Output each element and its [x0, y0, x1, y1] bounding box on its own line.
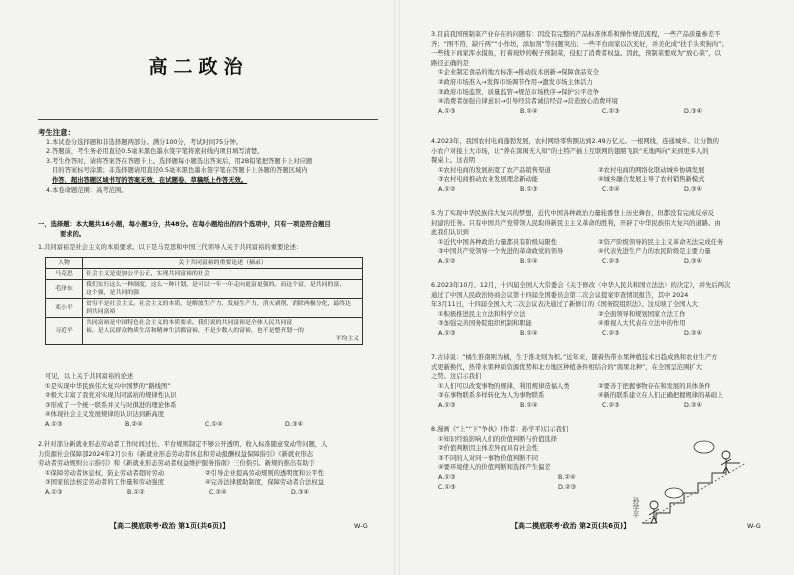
question-6	[431, 281, 766, 339]
choice-d: D.③④	[285, 420, 304, 428]
option-line: ①知识经验影响人们的价值判断与价值选择	[438, 435, 557, 443]
choice-row	[431, 107, 766, 117]
quote-line: 这个强，是共同的强	[86, 290, 140, 296]
option-row	[431, 319, 766, 329]
table-cell-quote	[83, 280, 363, 299]
choice-d: D.③④	[291, 488, 310, 496]
question-line: 通过了中国人民政治协商会议第十四届全国委员会第二次会议提案审查情况报告，其中 2024	[431, 291, 689, 299]
option-line: ①保障劳动者休息权，防止劳动者超时劳动	[45, 469, 164, 477]
option-row	[38, 478, 373, 488]
option-row	[431, 238, 766, 248]
choice-row	[431, 401, 766, 411]
question-line: 7.古诗说：“橘生淮南则为橘，生于淮北则为枳。”近年来，随着热带水果种植技术日趋成熟和农业生产方	[431, 354, 718, 361]
table-row	[46, 299, 363, 318]
table-header-cell: 人物	[46, 258, 83, 269]
quote-line: 我们实行这么一种制度，这么一种计划，是可以一年一年走向更富更强的。而这个富，是共同的富，	[86, 282, 346, 288]
quote-line: 社会主义是更加公平公正，实现共同富裕的社会	[86, 271, 210, 277]
option-line: ②全面领导和规划国家立法工作	[598, 310, 686, 318]
notice-line-emphasis: 作答，超出答题区域书写的答案无效，在试题卷、草稿纸上作答无效。	[52, 176, 248, 184]
question-4	[431, 137, 766, 195]
option-line: ③农村电商推动农业发展理念新动能	[438, 176, 539, 184]
question-line: 力资源社会保障部2024年2月公布《新就业形态劳动者休息和劳动报酬权益保障指引》《新就业形态	[38, 450, 314, 458]
page-title: 高二政治	[148, 56, 249, 78]
choice-b: B.②④	[125, 420, 143, 428]
question-1-stem: 1.共同富裕是社会主义的本质要求。以下是马克思和中国三代领导人关于共同富裕的重要论述：	[38, 244, 303, 251]
footer-page: 第1页(共6页)】	[178, 522, 230, 530]
option-line: ②资产阶级领导的民主主义革命无法完成任务	[598, 238, 724, 246]
option-line: ④新的联系建立在人们正确把握规律的基础上	[598, 392, 724, 400]
footer-code: W-G	[747, 522, 761, 530]
quote-line: 裕，是人民群众物质生活和精神生活都富裕，不是少数人的富裕，也不是整齐划一的	[86, 328, 304, 334]
choice-c: C.②③	[602, 329, 620, 337]
option-row	[38, 469, 373, 479]
option-line: ③中国共产党领导一个先进的革命政党的领导	[438, 248, 564, 256]
choice-c: C.②③	[602, 107, 620, 115]
notice-line: 2.答题前，考生务必用直径0.5毫米黑色墨水签字笔将密封线内项目填写清楚。	[46, 148, 264, 156]
table-cell-quote	[83, 269, 363, 280]
table-cell-quote	[83, 318, 363, 345]
choice-b: B.①④	[520, 401, 538, 409]
option-row	[431, 247, 766, 257]
title-rule	[38, 119, 378, 120]
table-cell-person: 毛泽东	[46, 280, 83, 299]
notice-line: 目的答案标号涂黑；非选择题请用直径0.5毫米黑色墨水签字笔在答题卡上各题的答题区域内	[52, 167, 308, 175]
footer-code: W-G	[354, 522, 368, 530]
choice-a: A.①③	[45, 420, 63, 428]
choice-d: D.③④	[684, 107, 703, 115]
quote-line: 贫穷不是社会主义。社会主义的本质，是解放生产力，发展生产力，消灭剥削，消除两极分化，最终达	[86, 301, 352, 307]
question-line: 式更新换代，热带水果种质资源优势和北方地区种植条件相结合的“南果北种”，在全国呈范围扩大	[431, 363, 702, 371]
choice-d: D.③④	[684, 185, 703, 193]
stairs-cartoon-illustration	[634, 437, 754, 529]
choice-c: C.①④	[205, 420, 223, 428]
option-line: ②政府市场准入→发挥市场调节作用→激发市场主体活力	[438, 78, 593, 86]
question-line: 4.2023年，我国农村电商蓬勃发展，农村网络零售额达到2.49万亿元。一根网线，连通城乡。让分散的	[431, 138, 719, 145]
question-line: 劳动者劳动规则公示指引》和《新就业形态劳动者权益维护服务指南》三份指引。新规的推出有助于	[38, 460, 316, 468]
choice-a: A.①②	[438, 185, 456, 193]
choice-c: C.②④	[209, 488, 227, 496]
table-cell-quote	[83, 299, 363, 318]
cartoon-signature: 孙学平	[632, 497, 640, 518]
option-row	[431, 382, 766, 392]
option-line: ④消费者加强自律意识→引导经营者诚信经营→营造放心消费环境	[438, 98, 618, 106]
option-line: ③政府市场监管、质量监管→规范市场秩序→保护公平竞争	[438, 88, 600, 96]
option-line: ③形成了一个统一联系并又与时俱进的理论体系	[45, 401, 177, 409]
option-row	[431, 166, 766, 176]
footer-label: 【高二摸底联考·政治	[110, 522, 176, 530]
question-line: 此我们认识到	[431, 229, 469, 237]
page-footer	[110, 521, 229, 531]
choice-b: B.①④	[520, 257, 538, 265]
question-1-options	[45, 372, 365, 430]
option-line: ④代表先进生产力的农民阶级是主要力量	[598, 248, 711, 256]
table-header-row	[46, 258, 363, 269]
option-line: ③加强完善国务院组织机制和职能	[438, 320, 532, 328]
footer-label: 【高二摸底联考·政治	[511, 522, 577, 530]
question-line: 3.目前我国预制菜产业存在的问题有：因没有完整的产品标准体系和操作规范流程，一些产品质量参差不	[431, 31, 721, 38]
question-2	[38, 440, 373, 498]
table-cell-person: 习近平	[46, 318, 83, 345]
choice-b: B.①④	[520, 329, 538, 337]
question-lead: 可见，以上关于共同富裕的论述	[45, 373, 134, 380]
question-3	[431, 30, 766, 116]
option-line: ④重视人大代表在立法中的作用	[598, 320, 686, 328]
option-line: ③国家依法核定劳动者的工作量和劳动强度	[45, 479, 164, 487]
table-header-cell: 关于共同富裕的重要论述（摘录）	[83, 258, 363, 269]
option-line: ④城乡融合发展主导了农村销售新模式	[598, 176, 705, 184]
question-line: 6.2023年10月、12月，十四届全国人大常委会《关于修改〈中华人民共和国立法法〉的决定》，并先后两次	[431, 282, 731, 289]
choice-d: D.②③	[558, 483, 577, 491]
question-5	[431, 209, 766, 267]
choice-row	[45, 420, 365, 430]
choice-b: B.②④	[558, 473, 576, 481]
option-row	[431, 391, 766, 401]
option-row	[431, 310, 766, 320]
question-line: 小农户对接上大市场，让“养在深闺无人知”的土特产插上互联网的翅膀飞跃“无地两向”来到更多人的	[431, 147, 709, 155]
choice-b: B.①④	[520, 107, 538, 115]
choice-d: D.③④	[684, 257, 703, 265]
question-line: 一些线下商家浑水摸鱼，打着现炒的幌子预制菜，侵犯了消费者权益。因此，预制菜要成为“放心菜”，以	[431, 50, 721, 58]
question-7	[431, 353, 766, 411]
question-8	[431, 425, 576, 492]
choice-d: D.②④	[684, 329, 703, 337]
choice-c: C.②③	[602, 401, 620, 409]
table-row	[46, 280, 363, 299]
candidate-notice	[38, 128, 312, 195]
question-line: 餐桌上。这表明	[431, 157, 476, 165]
question-line: 5.为了实现中华民族伟大复兴的梦想，近代中国各种政治力量轮番登上历史舞台，但都没有完成反帝反	[431, 210, 715, 217]
question-line: 封建的任务。只有中国共产党带领人民取得新民主主义革命的胜利，开辟了中华民族伟大复兴的道路。由	[431, 219, 721, 227]
option-line: ②价值判断因主体差异而具有社会性	[438, 445, 539, 453]
question-line: 之势。这启示我们	[431, 373, 482, 381]
option-line: ②极大丰富了我党对实现共同富裕的规律性认识	[45, 392, 177, 400]
quote-line: 到共同富裕	[86, 309, 116, 315]
choice-c: C.②④	[602, 185, 620, 193]
option-line: ①近代中国各种政治力量都具有阶级局限性	[438, 238, 557, 246]
question-line: 年3月11日，十四届全国人大二次会议表决通过了新修订的《国务院组织法》。这反映了全国人大	[431, 301, 699, 309]
question-line: 路径正确的是	[431, 59, 469, 67]
choice-row	[431, 329, 766, 339]
choice-row	[431, 257, 766, 267]
q1-table	[45, 257, 363, 345]
question-line: 2.针对部分新就业形态劳动者工作时间过长、平台规则制定不够公开透明、收入标准随意变动等问题，人	[38, 441, 328, 448]
page-footer	[511, 521, 630, 531]
choice-b: B.①②	[127, 488, 145, 496]
option-line: ①农村电商的发展拓宽了农产品销售渠道	[438, 166, 551, 174]
notice-line: 1.本试卷分选择题和非选择题两部分。满分100分，考试时间75分钟。	[46, 138, 243, 146]
choice-row	[38, 488, 373, 498]
option-line: ③不同的人对同一事物价值判断不同	[438, 454, 539, 462]
choice-row	[431, 473, 576, 483]
choice-d: D.②④	[684, 401, 703, 409]
notice-line: 3.考生作答时，请将答案答在答题卡上。选择题每小题选出答案后，用2B铅笔把答题卡上对应题	[46, 157, 313, 165]
option-line: ④完善法律援助制度，保障劳动者合法权益	[205, 479, 324, 487]
option-line: ①人们可以改变事物的规律，利用规律造福人类	[438, 382, 570, 390]
question-line: 齐；“图不符，缺斤两”“小作坊，添加剂”等问题突出；一些平台商家以次充好，并美化成“扶手头卖狗肉”；	[431, 40, 728, 48]
option-line: ④体现社会主义发展规律的认识达到新高度	[45, 411, 164, 419]
table-cell-person: 邓小平	[46, 299, 83, 318]
table-row	[46, 269, 363, 280]
page-2	[397, 0, 794, 575]
footer-page: 第2页(共6页)】	[579, 522, 631, 530]
option-line: ②农村电商的网络化联动城乡协调发展	[598, 166, 705, 174]
option-line: ①是实现中华民族伟大复兴中国梦的“路线图”	[45, 382, 171, 390]
choice-a: A.①③	[438, 107, 456, 115]
choice-row	[431, 483, 576, 493]
table-row	[46, 318, 363, 345]
choice-c: C.②③	[602, 257, 620, 265]
choice-a: A.①③	[438, 473, 456, 481]
choice-row	[431, 185, 766, 195]
notice-heading: 考生注意：	[38, 128, 75, 137]
section-heading-line: 要求的。	[60, 230, 86, 238]
option-line: ③在事物联系多样转化为人为事物联系	[438, 392, 545, 400]
quote-line: 平均主义	[335, 336, 359, 342]
option-line: ①企业制定食品的地方标准→推动技术创新→保障食品安全	[438, 69, 600, 77]
choice-a: A.①③	[438, 401, 456, 409]
option-line: ④要环境使人的价值判断和选择产生偏差	[438, 464, 551, 472]
option-row	[431, 175, 766, 185]
question-line: 8.漫画《“上”“下”争执》(作者：孙学平)启示我们	[431, 426, 569, 433]
choice-c: C.①③	[438, 483, 456, 491]
notice-line: 4.本卷命题范围：高考范围。	[46, 186, 128, 194]
choice-a: A.①③	[45, 488, 63, 496]
choice-b: B.①③	[520, 185, 538, 193]
table-cell-person: 马克思	[46, 269, 83, 280]
section-heading-line: 一、选择题：本大题共16小题，每小题3分，共48分。在每小题给出的四个选项中，只有一项是符合题目	[38, 221, 331, 228]
option-line: ①积极推进民主立法和科学立法	[438, 310, 526, 318]
option-line: ②引导企业提高劳动规则的透明度和公平性	[205, 469, 324, 477]
quote-line: 共同富裕是中国特色社会主义的本质要求。我们说的共同富裕是全体人民共同富	[86, 320, 293, 326]
choice-a: A.①②	[438, 257, 456, 265]
section-1-heading	[38, 220, 331, 239]
choice-a: A.①③	[438, 329, 456, 337]
option-line: ②要善于把握事物存在和发展的具体条件	[598, 382, 711, 390]
